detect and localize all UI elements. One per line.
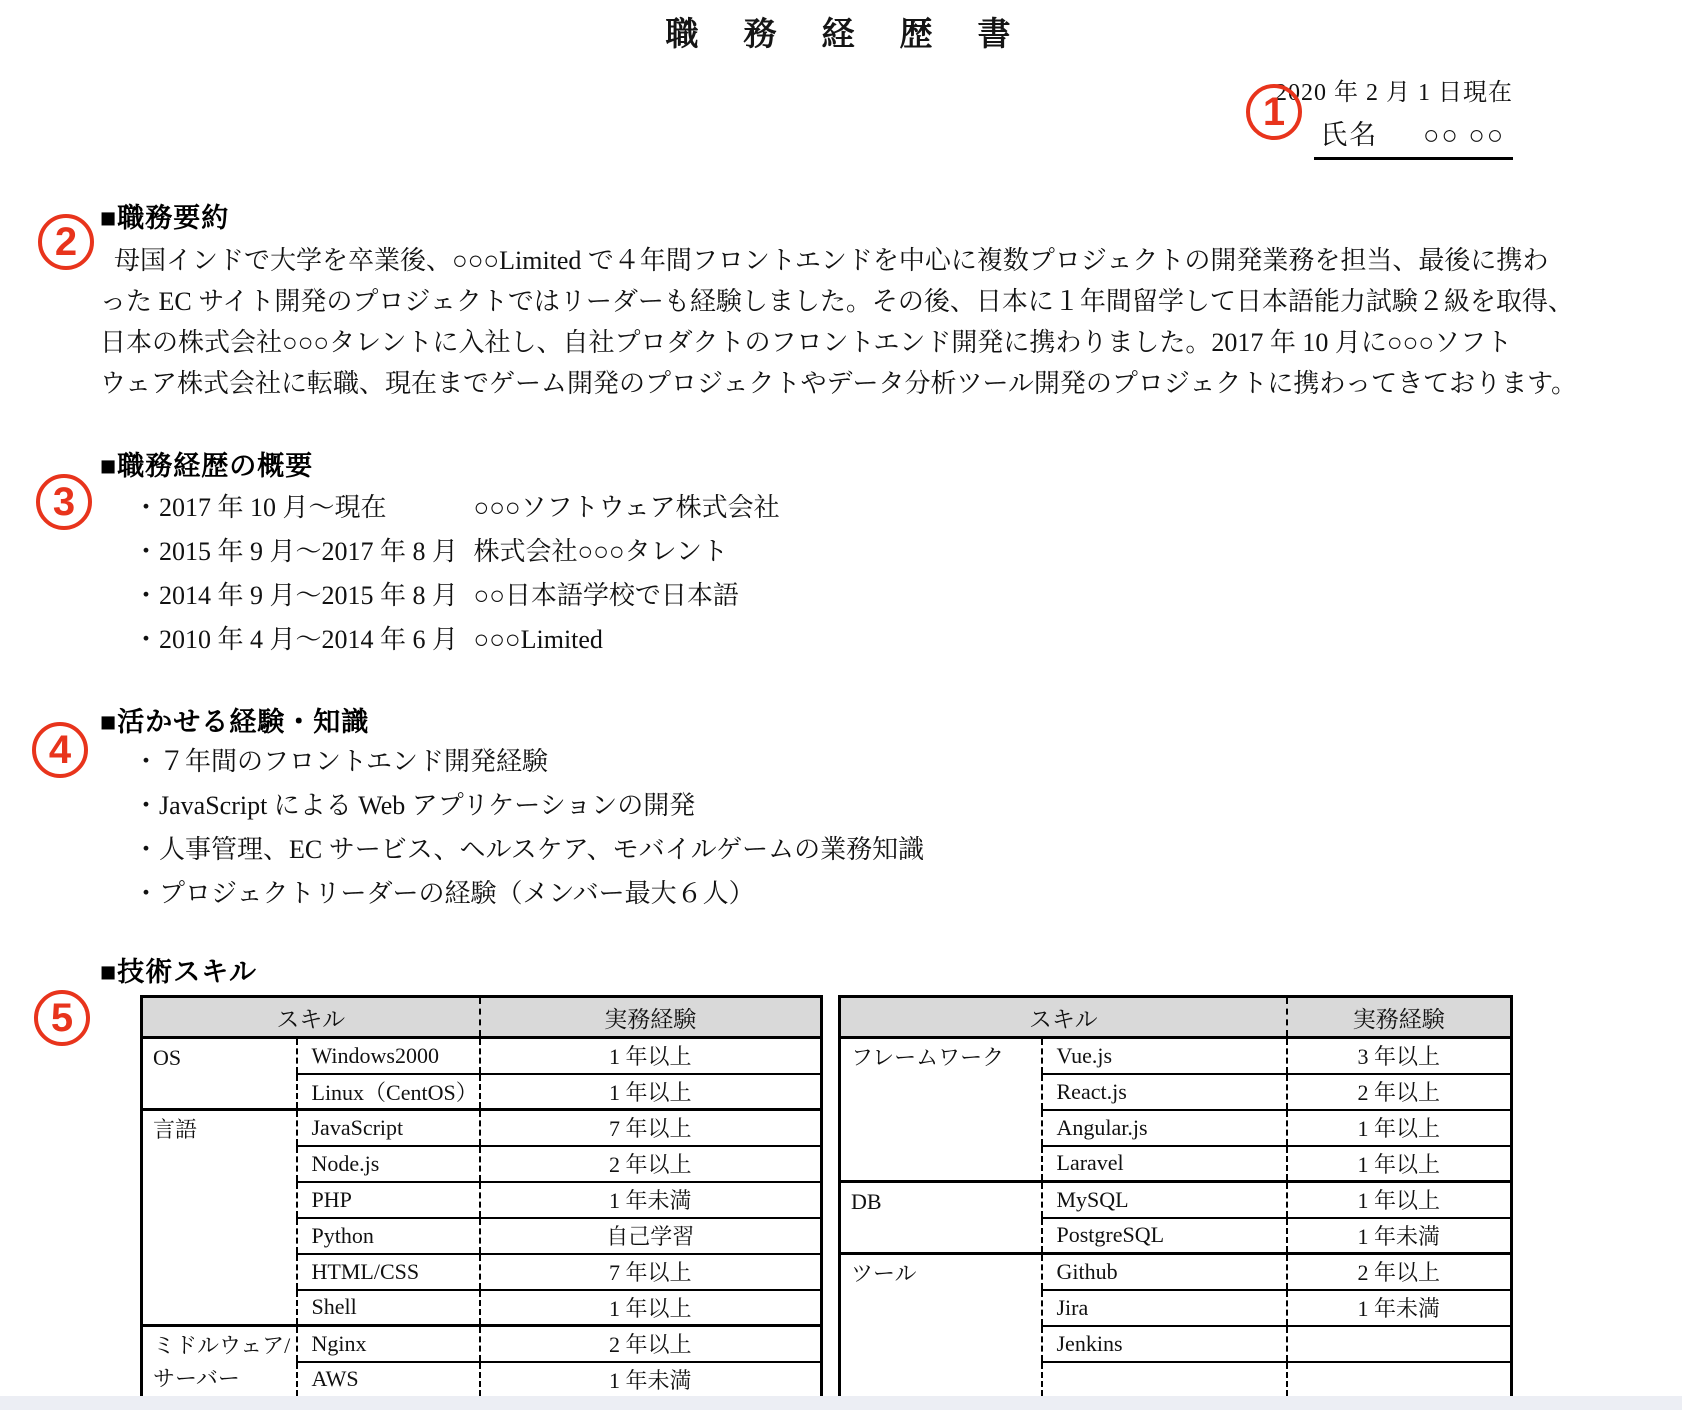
table-row (840, 1254, 1512, 1290)
skill-name-cell: Linux（CentOS） (297, 1074, 480, 1110)
page-title: 職 務 経 歴 書 (665, 17, 1017, 53)
skill-name-cell: JavaScript (297, 1110, 480, 1146)
summary-heading: ■職務要約 (100, 203, 230, 233)
skill-name-cell: Laravel (1042, 1146, 1287, 1182)
strength-item: ・人事管理、EC サービス、ヘルスケア、モバイルゲームの業務知識 (133, 835, 925, 864)
history-company: ○○○Limited (473, 625, 603, 654)
column-header-skill: スキル (840, 997, 1287, 1038)
table-row (840, 1182, 1512, 1218)
history-company: ○○日本語学校で日本語 (473, 581, 739, 610)
strength-item: ・７年間のフロントエンド開発経験 (133, 747, 548, 776)
circled-number-1: 1 (1246, 84, 1302, 140)
table-header-row (142, 997, 822, 1038)
skills-heading: ■技術スキル (100, 957, 258, 987)
experience-cell: 1 年未満 (480, 1182, 822, 1218)
experience-cell: 1 年未満 (1287, 1290, 1512, 1326)
column-header-experience: 実務経験 (1287, 997, 1512, 1038)
table-row (840, 1038, 1512, 1074)
history-company: 株式会社○○○タレント (473, 537, 728, 566)
circled-number-2: 2 (38, 214, 94, 270)
history-list (133, 486, 780, 662)
skill-name-cell: Github (1042, 1254, 1287, 1290)
summary-line: ウェア株式会社に転職、現在までゲーム開発のプロジェクトやデータ分析ツール開発のプロジェクトに携わってきております。 (100, 369, 1578, 398)
skill-name-cell: PostgreSQL (1042, 1218, 1287, 1254)
skill-name-cell: AWS (297, 1362, 480, 1398)
circled-number-4: 4 (32, 722, 88, 778)
experience-cell: 1 年以上 (1287, 1146, 1512, 1182)
skill-name-cell (1042, 1362, 1287, 1398)
experience-cell: 自己学習 (480, 1218, 822, 1254)
skill-name-cell: Nginx (297, 1326, 480, 1362)
skill-name-cell: Shell (297, 1290, 480, 1326)
experience-cell (1287, 1362, 1512, 1398)
table-row (142, 1110, 822, 1146)
skill-category-cell: 言語 (142, 1110, 297, 1326)
history-heading: ■職務経歴の概要 (100, 451, 314, 481)
summary-line: 母国インドで大学を卒業後、○○○Limited で４年間フロントエンドを中心に複数プロジェクトの開発業務を担当、最後に携わ (114, 246, 1549, 275)
skills-table-right (838, 995, 1513, 1399)
summary-line: 日本の株式会社○○○タレントに入社し、自社プロダクトのフロントエンド開発に携わりました。2017 年 10 月に○○○ソフト (100, 328, 1513, 357)
skill-category-cell: ミドルウェア/サーバー (142, 1326, 297, 1398)
skill-name-cell: Vue.js (1042, 1038, 1287, 1074)
history-item (133, 574, 780, 618)
skill-name-cell: Jira (1042, 1290, 1287, 1326)
experience-cell (1287, 1326, 1512, 1362)
table-row (142, 1326, 822, 1362)
strength-item: ・プロジェクトリーダーの経験（メンバー最大６人） (133, 879, 755, 908)
skill-name-cell: MySQL (1042, 1182, 1287, 1218)
experience-cell: 1 年以上 (1287, 1182, 1512, 1218)
experience-cell: 1 年以上 (480, 1290, 822, 1326)
strengths-list (133, 740, 924, 916)
column-header-experience: 実務経験 (480, 997, 822, 1038)
name-value: ○○ ○○ (1423, 120, 1505, 150)
skill-name-cell: Angular.js (1042, 1110, 1287, 1146)
skill-name-cell: PHP (297, 1182, 480, 1218)
skill-name-cell: Windows2000 (297, 1038, 480, 1074)
history-company: ○○○ソフトウェア株式会社 (473, 493, 780, 522)
name-line (1314, 113, 1513, 160)
history-item (133, 530, 780, 574)
experience-cell: 1 年未満 (480, 1362, 822, 1398)
circled-number-3: 3 (36, 474, 92, 530)
current-date: 2020 年 2 月 1 日現在 (1275, 80, 1513, 106)
history-period: ・2010 年 4 月～2014 年 6 月 (133, 625, 459, 654)
skill-name-cell: Jenkins (1042, 1326, 1287, 1362)
experience-cell: 2 年以上 (1287, 1254, 1512, 1290)
skill-name-cell: HTML/CSS (297, 1254, 480, 1290)
strengths-heading: ■活かせる経験・知識 (100, 707, 370, 737)
skills-table-left (140, 995, 823, 1399)
skill-category-cell: ツール (840, 1254, 1042, 1398)
experience-cell: 2 年以上 (480, 1326, 822, 1362)
skill-category-cell: DB (840, 1182, 1042, 1254)
strength-item: ・JavaScript による Web アプリケーションの開発 (133, 791, 696, 820)
table-row (142, 1038, 822, 1074)
summary-line: った EC サイト開発のプロジェクトではリーダーも経験しました。その後、日本に１年間留学して日本語能力試験２級を取得、 (100, 287, 1574, 316)
history-item (133, 618, 780, 662)
page-bottom-edge (0, 1396, 1682, 1410)
history-item (133, 486, 780, 530)
skill-name-cell: Node.js (297, 1146, 480, 1182)
skill-name-cell: Python (297, 1218, 480, 1254)
experience-cell: 1 年以上 (480, 1038, 822, 1074)
experience-cell: 3 年以上 (1287, 1038, 1512, 1074)
header-right-block (1275, 72, 1513, 160)
history-period: ・2017 年 10 月～現在 (133, 493, 387, 522)
experience-cell: 7 年以上 (480, 1254, 822, 1290)
summary-paragraph (100, 240, 1578, 404)
experience-cell: 2 年以上 (1287, 1074, 1512, 1110)
name-label: 氏名 (1320, 120, 1379, 150)
table-header-row (840, 997, 1512, 1038)
experience-cell: 1 年以上 (480, 1074, 822, 1110)
experience-cell: 1 年未満 (1287, 1218, 1512, 1254)
history-period: ・2015 年 9 月～2017 年 8 月 (133, 537, 459, 566)
circled-number-5: 5 (34, 990, 90, 1046)
skill-category-cell: OS (142, 1038, 297, 1110)
experience-cell: 1 年以上 (1287, 1110, 1512, 1146)
history-period: ・2014 年 9 月～2015 年 8 月 (133, 581, 459, 610)
skill-category-cell: フレームワーク (840, 1038, 1042, 1182)
experience-cell: 2 年以上 (480, 1146, 822, 1182)
skill-name-cell: React.js (1042, 1074, 1287, 1110)
experience-cell: 7 年以上 (480, 1110, 822, 1146)
column-header-skill: スキル (142, 997, 480, 1038)
